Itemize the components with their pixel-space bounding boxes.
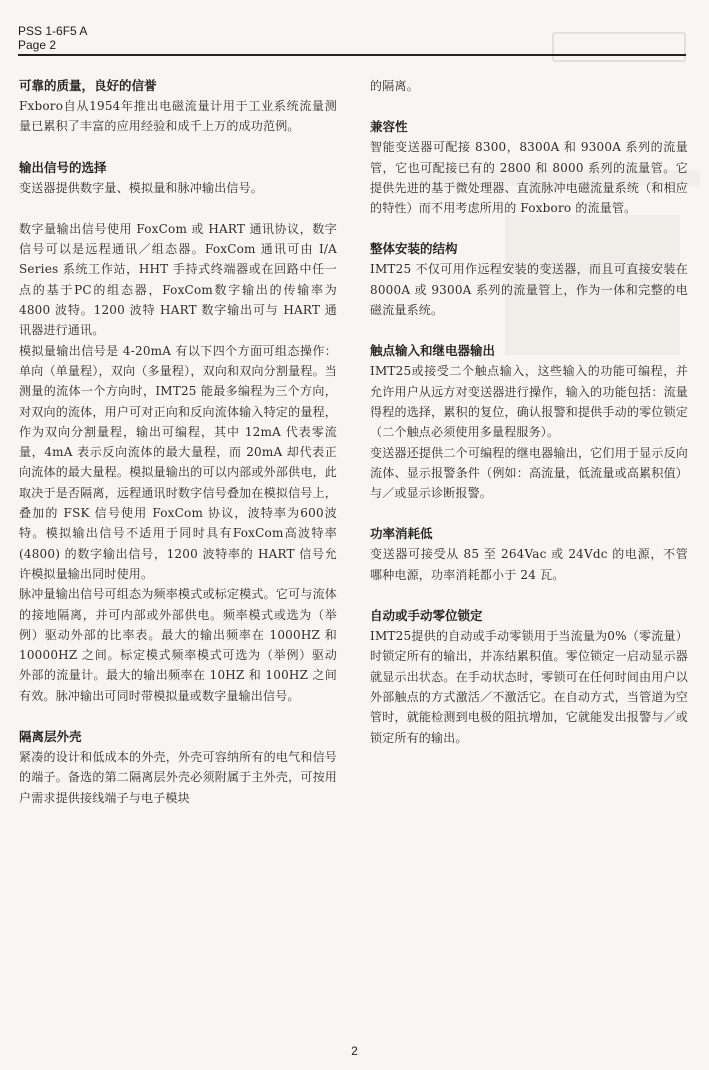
section-title: 隔离层外壳 bbox=[19, 729, 82, 745]
section-paragraph: 变送器提供数字量、模拟量和脉冲输出信号。 bbox=[19, 180, 264, 195]
section-isolation-housing bbox=[19, 727, 337, 808]
section-paragraph: IMT25或接受二个触点输入，这些输入的功能可编程，并允许用户从远方对变送器进行操作，输入的功能包括：流量得程的选择，累积的复位，确认报警和提供手动的零位锁定（二个触点必须使用多量程服务）。 bbox=[370, 364, 688, 440]
section-reliable-quality bbox=[19, 76, 337, 137]
section-paragraph: 变送器还提供二个可编程的继电器输出，它们用于显示反向流体、显示报警条件（例如：高流量，低流量或高累积值）与／或显示诊断报警。 bbox=[370, 445, 688, 501]
section-zero-lock bbox=[370, 606, 688, 748]
pulse-output-paragraph: 脉冲量输出信号可组态为频率模式或标定模式。它可与流体的接地隔离，并可内部或外部供电。频率模式或选为（举例）驱动外部的比率表。最大的输出频率在 1000HZ 和 10000HZ 之间。标定模式频率模式可选为（举例）驱动外部的流量计。最大的输出频率在 10HZ 和 100HZ 之间有效。脉冲输出可同时带模拟量或数字量输出信号。 bbox=[19, 587, 337, 703]
right-column bbox=[370, 76, 688, 748]
section-title: 自动或手动零位锁定 bbox=[370, 608, 483, 624]
analog-output-paragraph: 模拟量输出信号是 4-20mA 有以下四个方面可组态操作：单向（单量程），双向（多量程），双向和双向分割量程。当测量的流体一个方向时，IMT25 能最多编程为三个方向，对双向的流体，用户可对正向和反向流体输入特定的量程，作为双向分割量程，输出可编程，其中 12mA 代表零流量，4mA 表示反向流体的最大量程，而 20mA 却代表正向流体的最大量程。模拟量输出的可以内部或外部供电，此取决于是否隔离，远程通讯时数字信号叠加在模拟信号上，叠加的 FSK 信号使用 FoxCom 协议，波特率为600波特。模拟输出信号不适用于同时具有FoxCom高波特率 (4800) 的数字输出信号，1200 波特率的 HART 信号允许模拟量输出同时使用。 bbox=[19, 343, 337, 581]
digital-output-paragraph: 数字量输出信号使用 FoxCom 或 HART 通讯协议，数字信号可以是远程通讯／组态器。FoxCom 通讯可由 I/A Series 系统工作站，HHT 手持式终端器或在回路中任一点的基于PC的组态器，FoxCom数字输出的传输率为 4800 波特。1200 波特 HART 数字输出可与 HART 通讯器进行通讯。 bbox=[19, 221, 337, 338]
continued-paragraph: 的隔离。 bbox=[370, 79, 419, 93]
section-paragraph: IMT25 不仅可用作远程安装的变送器，而且可直接安装在 8000A 或 9300A 系列的流量管上，作为一体和完整的电磁流量系统。 bbox=[370, 262, 688, 318]
section-title: 兼容性 bbox=[370, 119, 408, 135]
section-low-power bbox=[370, 524, 688, 585]
doc-id: PSS 1-6F5 A bbox=[18, 24, 88, 38]
section-title: 功率消耗低 bbox=[370, 526, 433, 542]
bleed-through-logo-outline bbox=[552, 32, 686, 62]
section-paragraph: IMT25提供的自动或手动零锁用于当流量为0%（零流量）时锁定所有的输出，并冻结累积值。零位锁定一启动显示器就显示出状态。在手动状态时，零锁可在任何时间由用户以外部触点的方式激活／不激活它。在自动方式，当管道为空管时，就能检测到电极的阻抗增加，它就能发出报警与／或锁定所有的输出。 bbox=[370, 629, 688, 745]
section-contact-relay bbox=[370, 341, 688, 503]
section-output-details bbox=[19, 219, 337, 706]
left-column bbox=[19, 76, 337, 808]
section-title: 可靠的质量，良好的信誉 bbox=[19, 78, 157, 93]
section-output-signal bbox=[19, 158, 337, 198]
section-title: 触点输入和继电器输出 bbox=[370, 343, 496, 359]
section-title: 整体安装的结构 bbox=[370, 241, 458, 257]
section-paragraph: 变送器可接受从 85 至 264Vac 或 24Vdc 的电源，不管哪种电源，功率消耗都小于 24 瓦。 bbox=[370, 547, 688, 582]
section-integral-mount bbox=[370, 239, 688, 320]
section-paragraph: 紧凑的设计和低成本的外壳，外壳可容纳所有的电气和信号的端子。备选的第二隔离层外壳必须附属于主外壳，可按用户需求提供接线端子与电子模块 bbox=[19, 750, 337, 805]
header-rule bbox=[18, 54, 686, 56]
section-title: 输出信号的选择 bbox=[19, 159, 107, 175]
page-number: 2 bbox=[351, 1044, 358, 1058]
page-label: Page 2 bbox=[18, 38, 57, 52]
section-paragraph: 智能变送器可配接 8300，8300A 和 9300A 系列的流量管，它也可配接已有的 2800 和 8000 系列的流量管。它提供先进的基于微处理器、直流脉冲电磁流量系统（和相应的特性）而不用考虑所用的 Foxboro 的流量管。 bbox=[370, 140, 688, 216]
section-paragraph: Fxboro自从1954年推出电磁流量计用于工业系统流量测量已累积了丰富的应用经验和成千上万的成功范例。 bbox=[19, 99, 337, 134]
document-header bbox=[18, 24, 87, 52]
section-compatibility bbox=[370, 117, 688, 218]
